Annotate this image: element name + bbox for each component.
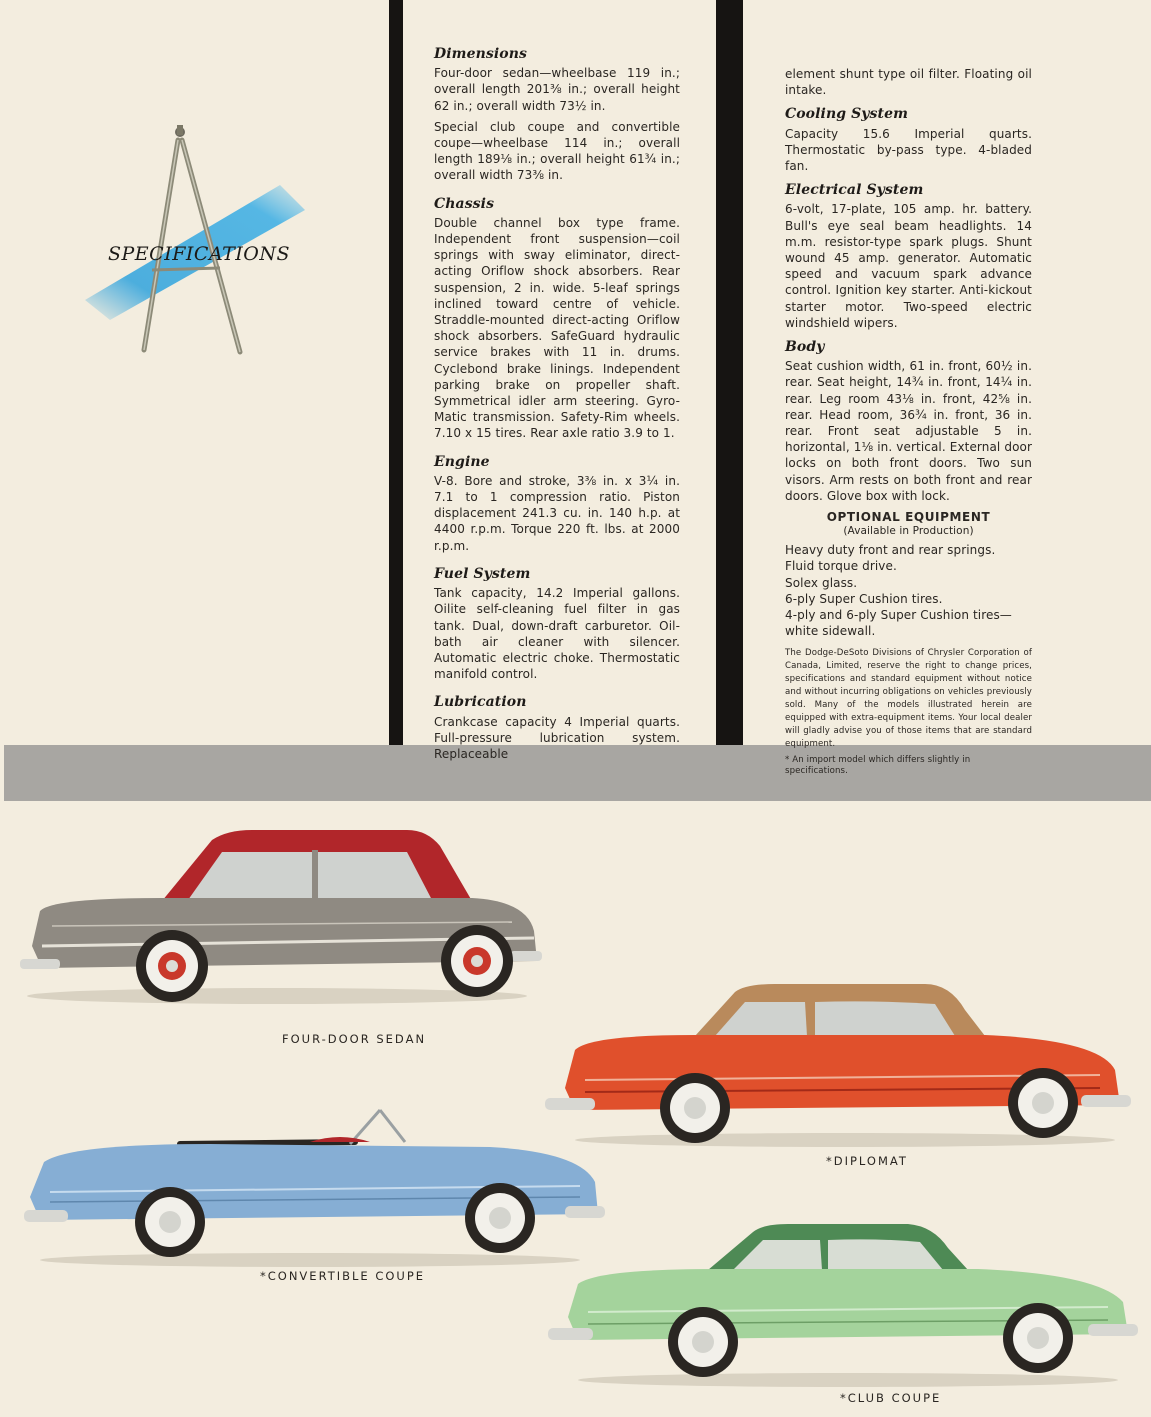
specifications-logo (80, 120, 320, 360)
optional-subheading: (Available in Production) (843, 525, 974, 538)
section-heading: Cooling System (785, 106, 909, 123)
section-heading: Fuel System (434, 565, 531, 582)
section-dimensions (434, 46, 680, 184)
compass-icon (80, 120, 320, 360)
section-lubrication (434, 694, 680, 762)
section-paragraph: 6-volt, 17-plate, 105 amp. hr. battery. Bull's eye seal beam headlights. 14 m.m. resistor-type spark plugs. Shunt wound 45 amp. generator. Automatic speed and vacuum spark advance control. Ignition key starter. Anti-kickout starter motor. Two-speed electric windshield wipers. (785, 202, 1032, 330)
disclaimer-text: The Dodge-DeSoto Divisions of Chrysler Corporation of Canada, Limited, reserve the right to change prices, specifications and standard equipment without notice and without incurring obligations on vehicles previously sold. Many of the models illustrated herein are equipped with extra-equipment items. Your local dealer will gladly advise you of those items that are standard equipment. (785, 647, 1032, 749)
section-paragraph: Capacity 15.6 Imperial quarts. Thermostatic by-pass type. 4-bladed fan. (785, 126, 1032, 174)
spec-column-left (434, 46, 680, 774)
section-paragraph: Crankcase capacity 4 Imperial quarts. Full-pressure lubrication system. Replaceable (434, 714, 680, 761)
club-coupe-illustration (548, 1222, 1148, 1392)
optional-item: Heavy duty front and rear springs. (785, 543, 996, 558)
section-heading: Body (785, 339, 825, 356)
section-paragraph: Seat cushion width, 61 in. front, 60½ in. rear. Seat height, 14¾ in. front, 14¼ in. rear. Leg room 43⅛ in. front, 42⅝ in. rear. Head room, 36¾ in. front, 36 in. rear. Front seat adjustable 5 in. horizontal, 1⅛ in. vertical. External door locks on both front doors. Two sun visors. Arm rests on both front and rear doors. Glove box with lock. (785, 359, 1032, 503)
optional-equipment (785, 509, 1032, 639)
four-door-sedan-illustration (12, 826, 542, 1006)
specifications-title: SPECIFICATIONS (108, 243, 291, 265)
section-heading: Chassis (434, 195, 495, 212)
section-heading: Lubrication (434, 694, 527, 711)
convertible-coupe-caption: *CONVERTIBLE COUPE (260, 1269, 426, 1283)
section-paragraph: Four-door sedan—wheelbase 119 in.; overall length 201⅜ in.; overall height 62 in.; overall width 73½ in. (434, 66, 680, 113)
optional-item: Fluid torque drive. (785, 559, 897, 574)
optional-item: 6-ply Super Cushion tires. (785, 591, 943, 606)
section-paragraph: V-8. Bore and stroke, 3⅜ in. x 3¼ in. 7.1 to 1 compression ratio. Piston displacement 241.3 cu. in. 140 h.p. at 4400 r.p.m. Torque 220 ft. lbs. at 2000 r.p.m. (434, 473, 680, 553)
section-heading: Engine (434, 453, 490, 470)
convertible-coupe-illustration (10, 1102, 610, 1272)
diplomat-illustration (545, 980, 1135, 1150)
diplomat-caption: *DIPLOMAT (826, 1154, 908, 1168)
optional-heading: OPTIONAL EQUIPMENT (826, 510, 991, 525)
section-paragraph: Double channel box type frame. Independent front suspension—coil springs with sway eliminator, direct-acting Oriflow shock absorbers. Rear suspension, 2 in. wide. 5-leaf springs inclined toward centre of vehicle. Straddle-mounted direct-acting Oriflow shock absorbers. SafeGuard hydraulic service brakes with 11 in. drums. Cyclebond brake linings. Independent parking brake on propeller shaft. Symmetrical idler arm steering. Gyro-Matic transmission. Safety-Rim wheels. 7.10 x 15 tires. Rear axle ratio 3.9 to 1. (434, 215, 680, 441)
section-paragraph: Tank capacity, 14.2 Imperial gallons. Oilite self-cleaning fuel filter in gas tank. Dual, down-draft carburetor. Oil-bath air cleaner with silencer. Automatic electric choke. Thermostatic manifold control. (434, 586, 680, 682)
section-cooling-system (785, 106, 1032, 174)
spec-column-right (785, 66, 1032, 777)
continued-paragraph: element shunt type oil filter. Floating oil intake. (785, 67, 1032, 98)
optional-item: Solex glass. (785, 575, 858, 590)
optional-item: 4-ply and 6-ply Super Cushion tires—white sidewall. (785, 608, 1012, 639)
section-fuel-system (434, 566, 680, 682)
right-divider-bar (716, 0, 743, 745)
section-paragraph: Special club coupe and convertible coupe—wheelbase 114 in.; overall length 189⅛ in.; overall height 61¾ in.; overall width 73⅜ in. (434, 119, 680, 183)
section-heading: Dimensions (434, 46, 527, 62)
four-door-sedan-caption: FOUR-DOOR SEDAN (282, 1032, 427, 1046)
left-divider-bar (389, 0, 403, 745)
section-heading: Electrical System (785, 182, 924, 199)
section-chassis (434, 196, 680, 442)
section-body (785, 339, 1032, 504)
footnote-text: * An import model which differs slightly in specifications. (785, 754, 971, 776)
optional-list (785, 542, 1032, 639)
club-coupe-caption: *CLUB COUPE (840, 1391, 942, 1405)
section-electrical-system (785, 182, 1032, 331)
section-engine (434, 454, 680, 554)
